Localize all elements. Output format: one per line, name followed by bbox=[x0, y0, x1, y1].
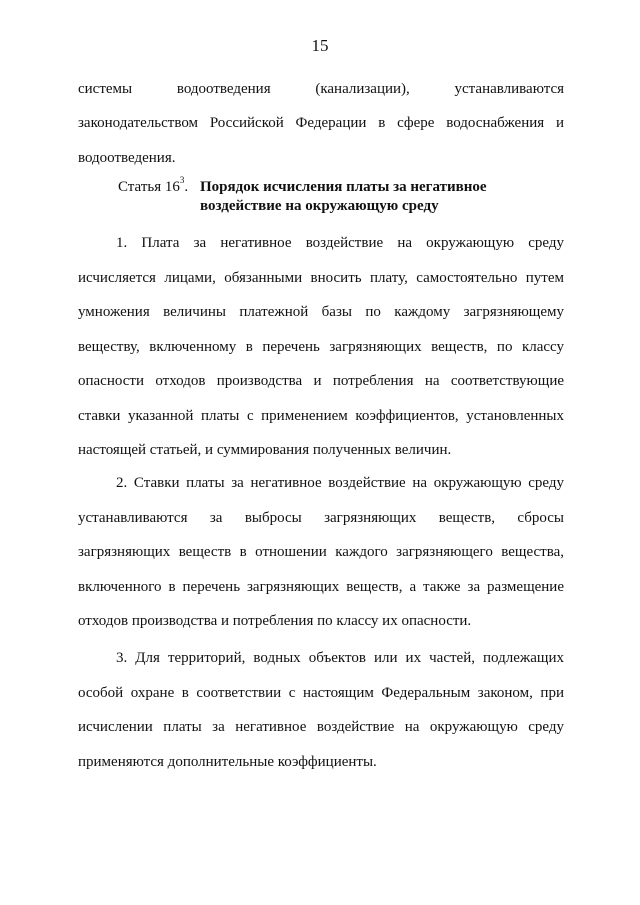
continuation-first-line: системы водоотведения (канализации), устанавливаются bbox=[78, 81, 564, 97]
paragraph-2: 2. Ставки платы за негативное воздействие на окружающую среду устанавливаются за выбросы загрязняющих веществ, сбросы загрязняющих веществ в отношении каждого загрязняющего вещества, включенного в перечень загрязняющих веществ, а также за размещение отходов производства и потребления по классу их опасности. bbox=[78, 475, 564, 629]
paragraph-1: 1. Плата за негативное воздействие на окружающую среду исчисляется лицами, обязанными вносить плату, самостоятельно путем умножения величины платежной базы по каждому загрязняющему веществу, включенному в перечень загрязняющих веществ, по классу опасности отходов производства и потребления на соответствующие ставки указанной платы с применением коэффициентов, установленных настоящей статьей, и суммирования полученных величин. bbox=[78, 235, 564, 458]
article-number-superscript: 3 bbox=[179, 175, 185, 185]
continuation-text: законодательством Российской Федерации в сфере водоснабжения и водоотведения. bbox=[78, 115, 564, 166]
article-title: Порядок исчисления платы за негативное воздействие на окружающую среду bbox=[200, 179, 487, 214]
article-label bbox=[118, 175, 189, 197]
article-number-suffix: . bbox=[184, 179, 189, 195]
page-number: 15 bbox=[311, 36, 329, 55]
article-number: Статья 16 bbox=[118, 179, 180, 195]
paragraph-3: 3. Для территорий, водных объектов или их частей, подлежащих особой охране в соответствии с настоящим Федеральным законом, при исчислении платы за негативное воздействие на окружающую среду применяются дополнительные коэффициенты. bbox=[78, 650, 564, 770]
